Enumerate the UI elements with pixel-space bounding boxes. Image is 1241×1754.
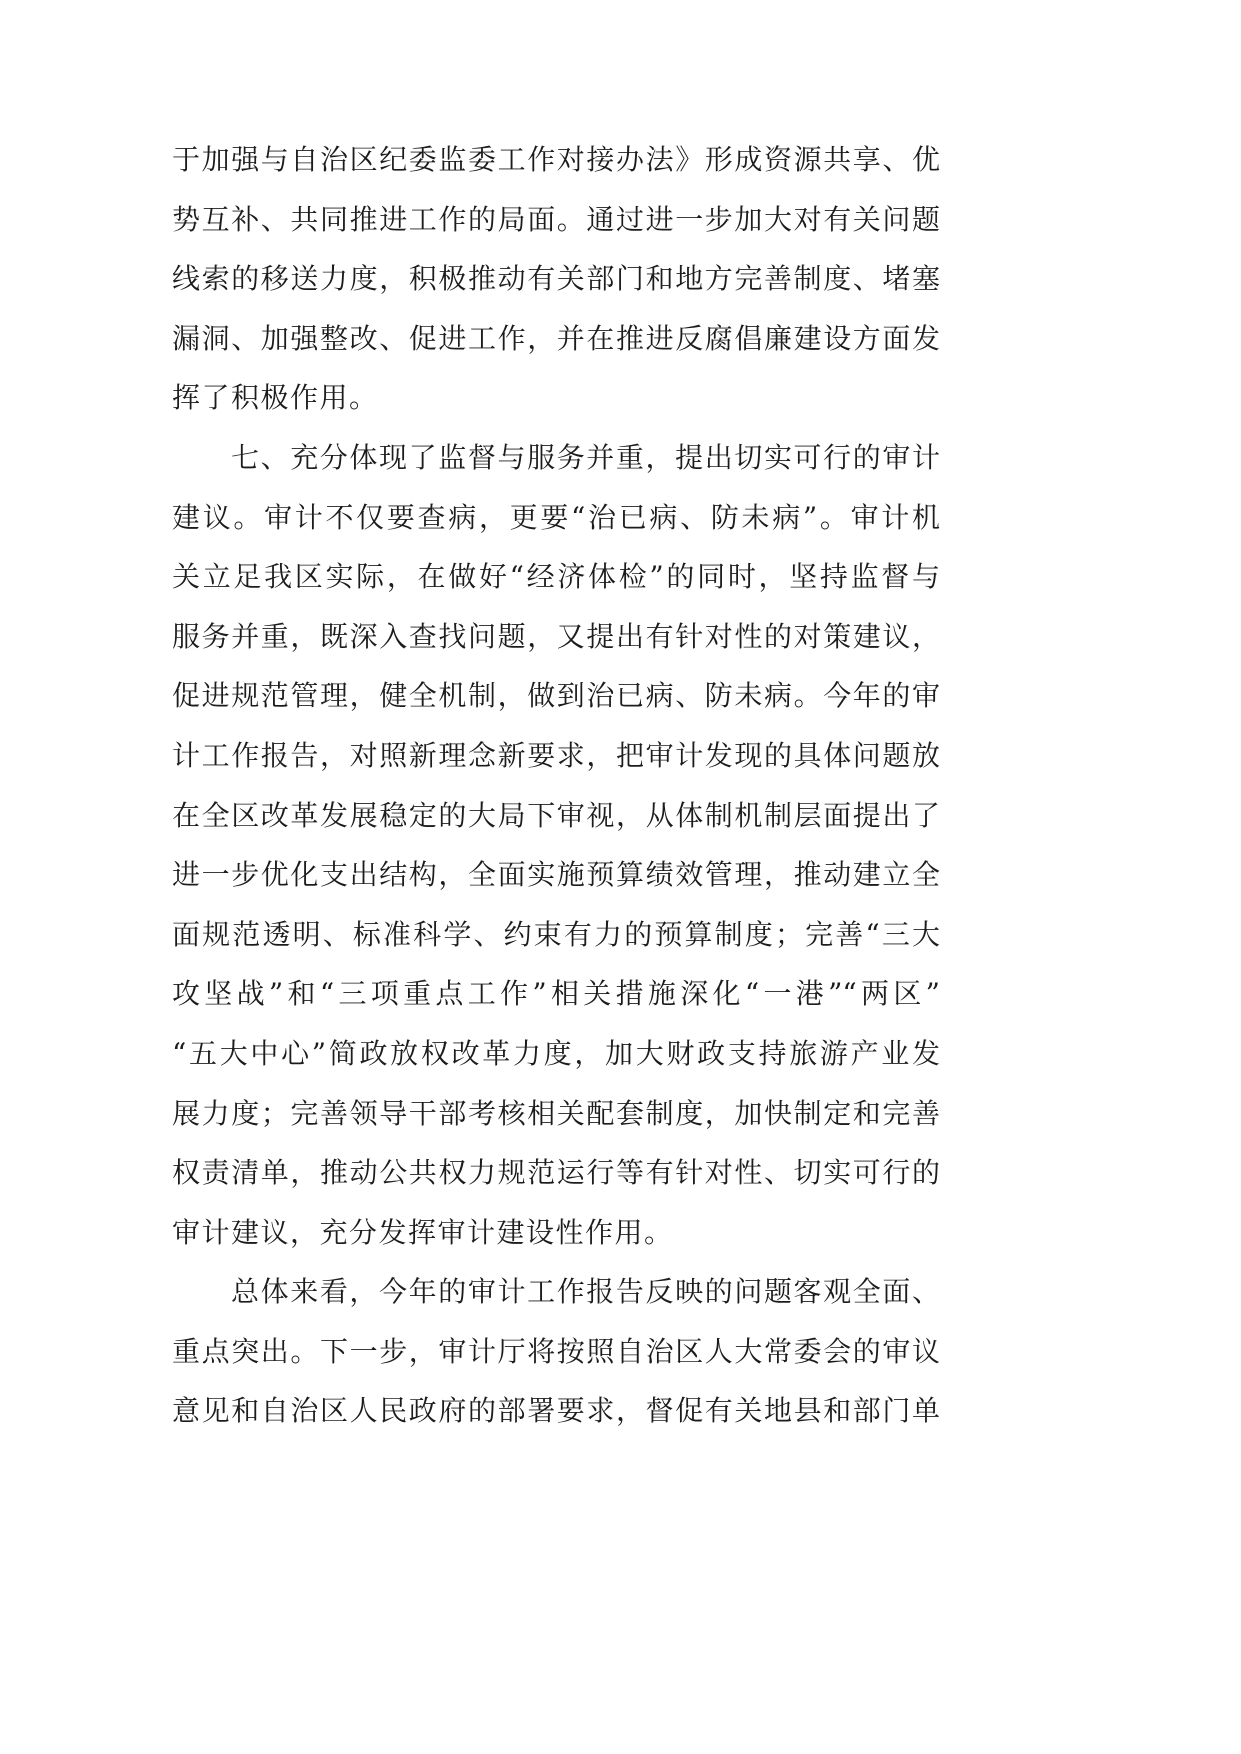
text-line: 促进规范管理，健全机制，做到治已病、防未病。今年的审 [172, 679, 940, 713]
text-line: 漏洞、加强整改、促进工作，并在推进反腐倡廉建设方面发 [172, 321, 940, 355]
body-text [172, 130, 940, 1441]
text-line: “五大中心”简政放权改革力度，加大财政支持旅游产业发 [172, 1036, 940, 1070]
text-line: 势互补、共同推进工作的局面。通过进一步加大对有关问题 [172, 202, 940, 236]
text-line: 权责清单，推动公共权力规范运行等有针对性、切实可行的 [172, 1156, 940, 1190]
text-line: 于加强与自治区纪委监委工作对接办法》形成资源共享、优 [172, 143, 940, 176]
text-line: 重点突出。下一步，审计厅将按照自治区人大常委会的审议 [172, 1334, 940, 1368]
text-line: 服务并重，既深入查找问题，又提出有针对性的对策建议， [172, 619, 940, 653]
text-line: 面规范透明、标准科学、约束有力的预算制度；完善“三大 [172, 917, 940, 951]
text-line: 攻坚战”和“三项重点工作”相关措施深化“一港”“两区” [172, 977, 940, 1011]
text-line: 进一步优化支出结构，全面实施预算绩效管理，推动建立全 [172, 858, 940, 892]
text-line: 建议。审计不仅要查病，更要“治已病、防未病”。审计机 [172, 500, 940, 534]
text-line: 意见和自治区人民政府的部署要求，督促有关地县和部门单 [172, 1394, 940, 1428]
text-line: 计工作报告，对照新理念新要求，把审计发现的具体问题放 [172, 738, 940, 772]
paragraph-continued [172, 130, 940, 428]
text-line: 在全区改革发展稳定的大局下审视，从体制机制层面提出了 [172, 798, 940, 832]
paragraph-summary [172, 1262, 940, 1441]
text-line: 线索的移送力度，积极推动有关部门和地方完善制度、堵塞 [172, 262, 940, 296]
text-line: 展力度；完善领导干部考核相关配套制度，加快制定和完善 [172, 1096, 940, 1130]
text-line: 关立足我区实际，在做好“经济体检”的同时，坚持监督与 [172, 560, 940, 594]
text-line: 总体来看，今年的审计工作报告反映的问题客观全面、 [231, 1275, 940, 1309]
text-line: 审计建议，充分发挥审计建设性作用。 [172, 1215, 674, 1249]
paragraph-section-seven [172, 428, 940, 1262]
text-line: 七、充分体现了监督与服务并重，提出切实可行的审计 [231, 440, 940, 474]
text-line: 挥了积极作用。 [172, 381, 379, 415]
